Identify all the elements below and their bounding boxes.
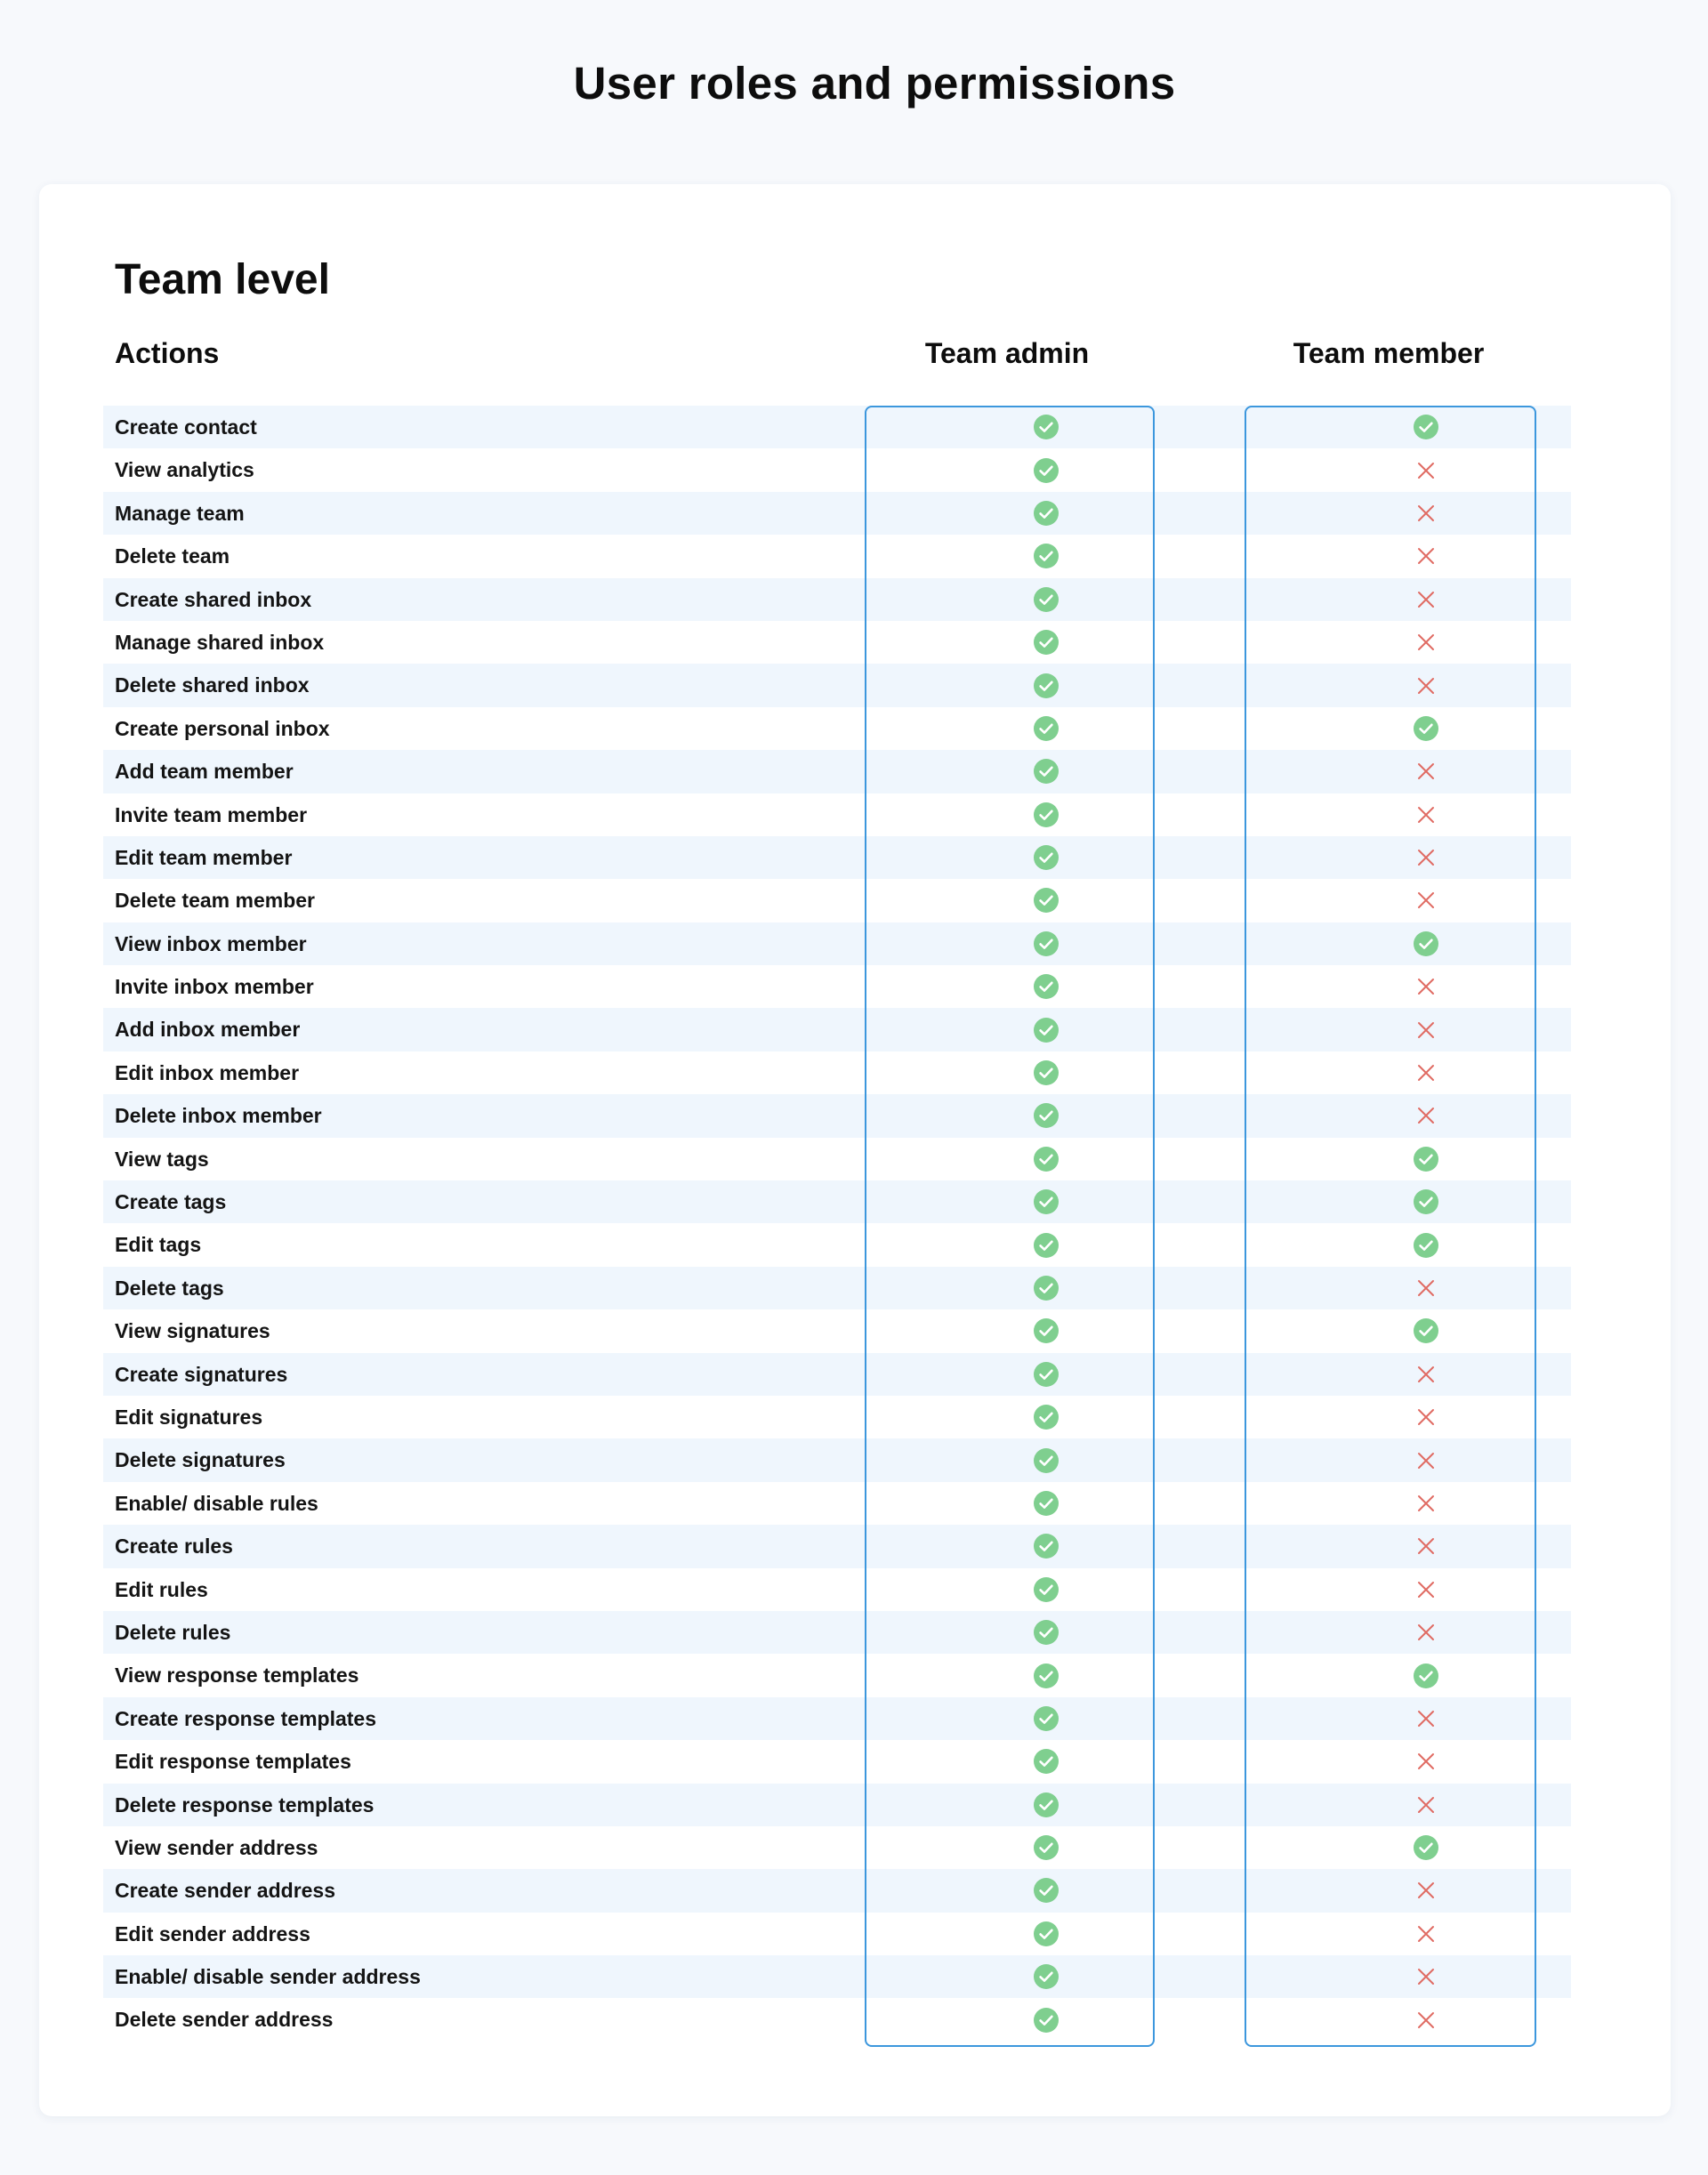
cross-icon [1284, 664, 1568, 706]
action-label: Edit inbox member [115, 1060, 300, 1084]
check-circle-icon [904, 793, 1188, 836]
table-row [103, 922, 1571, 965]
cross-icon [1284, 1267, 1568, 1309]
table-row [103, 1438, 1571, 1481]
action-label: Add inbox member [115, 1018, 301, 1042]
cross-icon [1284, 1697, 1568, 1740]
check-circle-icon [904, 1309, 1188, 1352]
action-label: Delete rules [115, 1620, 231, 1644]
table-row [103, 1611, 1571, 1654]
action-label: View sender address [115, 1835, 318, 1859]
table-row [103, 1180, 1571, 1223]
table-row [103, 1051, 1571, 1094]
action-label: Edit team member [115, 845, 293, 869]
action-label: Edit sender address [115, 1921, 310, 1945]
check-circle-icon [904, 1267, 1188, 1309]
table-row [103, 1654, 1571, 1696]
action-label: Invite inbox member [115, 975, 314, 999]
action-label: Create contact [115, 415, 257, 439]
cross-icon [1284, 1008, 1568, 1051]
check-circle-icon [904, 1525, 1188, 1567]
table-row [103, 1008, 1571, 1051]
action-label: View inbox member [115, 931, 307, 955]
cross-icon [1284, 1051, 1568, 1094]
check-circle-icon [904, 1955, 1188, 1998]
check-circle-icon [1284, 1309, 1568, 1352]
table-row [103, 1740, 1571, 1783]
column-header-team-member: Team member [1293, 337, 1485, 369]
check-circle-icon [904, 406, 1188, 448]
check-circle-icon [904, 1869, 1188, 1912]
table-row [103, 793, 1571, 836]
action-label: Create sender address [115, 1879, 336, 1903]
check-circle-icon [904, 1697, 1188, 1740]
check-circle-icon [904, 1482, 1188, 1525]
cross-icon [1284, 1998, 1568, 2041]
check-circle-icon [904, 965, 1188, 1008]
check-circle-icon [904, 922, 1188, 965]
table-row [103, 1697, 1571, 1740]
cross-icon [1284, 535, 1568, 577]
action-label: Enable/ disable rules [115, 1491, 318, 1515]
action-label: Edit rules [115, 1577, 208, 1601]
check-circle-icon [1284, 406, 1568, 448]
action-label: Delete signatures [115, 1448, 286, 1472]
column-header-team-admin: Team admin [924, 337, 1090, 369]
check-circle-icon [904, 1138, 1188, 1180]
cross-icon [1284, 1568, 1568, 1611]
action-label: Edit signatures [115, 1405, 263, 1429]
check-circle-icon [904, 448, 1188, 491]
table-row [103, 1353, 1571, 1396]
column-header-actions: Actions [115, 337, 220, 369]
table-row [103, 1396, 1571, 1438]
check-circle-icon [904, 1740, 1188, 1783]
check-circle-icon [904, 1826, 1188, 1869]
action-label: Manage team [115, 501, 245, 525]
action-label: Edit response templates [115, 1750, 351, 1774]
cross-icon [1284, 1913, 1568, 1955]
check-circle-icon [904, 578, 1188, 621]
table-row [103, 879, 1571, 922]
check-circle-icon [904, 1654, 1188, 1696]
action-label: Delete team [115, 544, 230, 568]
action-label: View analytics [115, 458, 254, 482]
cross-icon [1284, 1396, 1568, 1438]
table-row [103, 1784, 1571, 1826]
check-circle-icon [904, 1396, 1188, 1438]
action-label: Delete response templates [115, 1792, 375, 1817]
check-circle-icon [904, 1094, 1188, 1137]
action-label: Create personal inbox [115, 716, 330, 740]
table-row [103, 1525, 1571, 1567]
action-label: Edit tags [115, 1233, 202, 1257]
table-row [103, 965, 1571, 1008]
check-circle-icon [904, 1998, 1188, 2041]
action-label: Delete inbox member [115, 1104, 322, 1128]
table-row [103, 707, 1571, 750]
table-row [103, 621, 1571, 664]
cross-icon [1284, 1482, 1568, 1525]
check-circle-icon [1284, 922, 1568, 965]
cross-icon [1284, 1869, 1568, 1912]
cross-icon [1284, 1094, 1568, 1137]
cross-icon [1284, 1740, 1568, 1783]
cross-icon [1284, 965, 1568, 1008]
table-row [103, 1094, 1571, 1137]
action-label: Add team member [115, 760, 294, 784]
table-row [103, 1309, 1571, 1352]
table-row [103, 1568, 1571, 1611]
action-label: View tags [115, 1147, 209, 1171]
check-circle-icon [904, 492, 1188, 535]
action-label: Delete team member [115, 889, 315, 913]
check-circle-icon [904, 879, 1188, 922]
check-circle-icon [904, 1008, 1188, 1051]
cross-icon [1284, 621, 1568, 664]
check-circle-icon [904, 621, 1188, 664]
action-label: Create tags [115, 1190, 227, 1214]
check-circle-icon [904, 664, 1188, 706]
table-row [103, 448, 1571, 491]
check-circle-icon [904, 1180, 1188, 1223]
table-row [103, 1955, 1571, 1998]
permissions-card [39, 184, 1671, 2116]
cross-icon [1284, 1525, 1568, 1567]
action-label: Create response templates [115, 1706, 377, 1730]
cross-icon [1284, 879, 1568, 922]
cross-icon [1284, 793, 1568, 836]
cross-icon [1284, 1438, 1568, 1481]
action-label: Delete sender address [115, 2008, 334, 2032]
check-circle-icon [904, 1913, 1188, 1955]
action-label: Create shared inbox [115, 587, 312, 611]
cross-icon [1284, 836, 1568, 879]
table-row [103, 836, 1571, 879]
table-row [103, 1826, 1571, 1869]
table-row [103, 750, 1571, 793]
table-row [103, 535, 1571, 577]
check-circle-icon [1284, 1138, 1568, 1180]
table-row [103, 406, 1571, 448]
check-circle-icon [904, 1051, 1188, 1094]
check-circle-icon [904, 1353, 1188, 1396]
table-row [103, 1482, 1571, 1525]
action-label: Enable/ disable sender address [115, 1965, 421, 1989]
cross-icon [1284, 578, 1568, 621]
action-label: Create rules [115, 1535, 233, 1559]
check-circle-icon [904, 707, 1188, 750]
permissions-table [103, 406, 1571, 2042]
table-row [103, 1913, 1571, 1955]
check-circle-icon [904, 1784, 1188, 1826]
cross-icon [1284, 492, 1568, 535]
cross-icon [1284, 750, 1568, 793]
check-circle-icon [904, 1223, 1188, 1266]
cross-icon [1284, 1611, 1568, 1654]
cross-icon [1284, 448, 1568, 491]
action-label: Delete shared inbox [115, 673, 310, 697]
action-label: Create signatures [115, 1362, 288, 1386]
check-circle-icon [904, 750, 1188, 793]
check-circle-icon [904, 836, 1188, 879]
table-row [103, 1267, 1571, 1309]
table-row [103, 1138, 1571, 1180]
check-circle-icon [1284, 1180, 1568, 1223]
action-label: Invite team member [115, 802, 308, 826]
cross-icon [1284, 1353, 1568, 1396]
check-circle-icon [904, 1611, 1188, 1654]
table-row [103, 1869, 1571, 1912]
action-label: Delete tags [115, 1276, 224, 1300]
page-title: User roles and permissions [573, 58, 1176, 109]
table-row [103, 1998, 1571, 2041]
cross-icon [1284, 1955, 1568, 1998]
check-circle-icon [1284, 707, 1568, 750]
action-label: View signatures [115, 1319, 270, 1343]
table-row [103, 578, 1571, 621]
check-circle-icon [904, 1568, 1188, 1611]
table-row [103, 664, 1571, 706]
check-circle-icon [1284, 1223, 1568, 1266]
section-title: Team level [115, 256, 330, 303]
check-circle-icon [904, 535, 1188, 577]
check-circle-icon [904, 1438, 1188, 1481]
action-label: View response templates [115, 1663, 359, 1688]
table-row [103, 492, 1571, 535]
check-circle-icon [1284, 1826, 1568, 1869]
cross-icon [1284, 1784, 1568, 1826]
action-label: Manage shared inbox [115, 630, 325, 654]
check-circle-icon [1284, 1654, 1568, 1696]
table-row [103, 1223, 1571, 1266]
